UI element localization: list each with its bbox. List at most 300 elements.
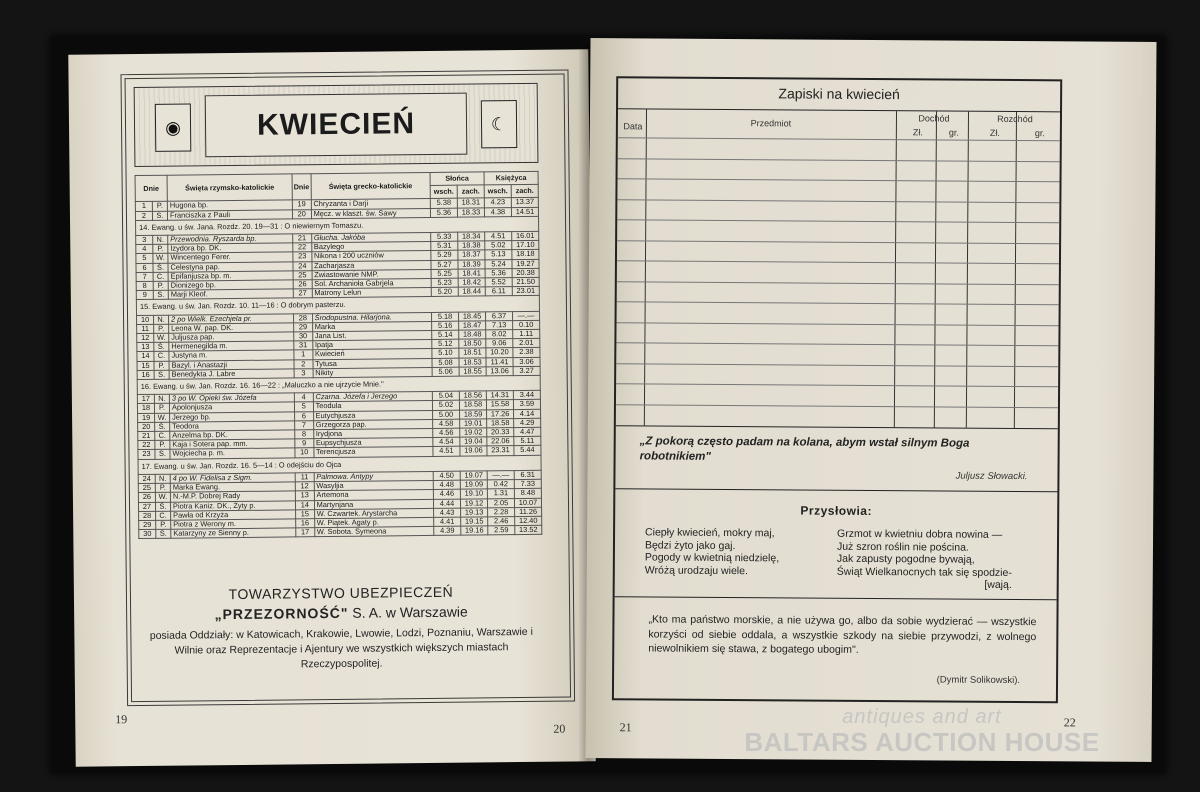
weekday: P.	[155, 440, 170, 449]
sunset: 18.44	[458, 287, 485, 296]
col-roman: Święta rzymsko-katolickie	[167, 174, 292, 202]
greek-day: 20	[292, 209, 311, 218]
moonrise: 5.52	[485, 278, 512, 287]
notes-frame	[612, 76, 1062, 703]
weekday: P.	[156, 520, 171, 529]
weekday: P.	[155, 483, 170, 492]
col-moon-set: zach.	[511, 185, 538, 198]
greek-saint: Chryzanta i Darji	[311, 199, 431, 209]
sunset: 19.10	[460, 489, 487, 498]
sun-ornament-icon: ◉	[155, 103, 192, 151]
moonset: 18.18	[512, 250, 539, 259]
greek-saint: Męcz. w klaszt. św. Sawy	[311, 208, 431, 218]
day-number: 11	[137, 324, 154, 333]
greek-saint: Czarna. Józefa i Jerzego	[313, 392, 433, 402]
sunset: 19.12	[460, 498, 487, 507]
sunset: 19.01	[460, 419, 487, 428]
moonset: 11.26	[515, 507, 542, 516]
moonrise: 5.02	[485, 241, 512, 250]
col-expense-zl: Zł.	[989, 127, 1000, 138]
moonrise: 1.31	[487, 489, 514, 498]
roman-saint: Jerzego bp.	[170, 412, 295, 423]
col-income-zl: Zł.	[912, 127, 923, 138]
weekday: S.	[155, 450, 170, 459]
proverb-line: Świąt Wielkanocnych tak się spodzie-	[836, 565, 1012, 579]
roman-saint: Benedykta J. Labre	[169, 369, 294, 380]
quote-slowacki: „Z pokorą często padam na kolana, abym wstał silnym Boga robotnikiem"	[639, 435, 970, 463]
grid-row-line	[616, 383, 1058, 387]
greek-saint: Palmowa. Antypy	[314, 471, 434, 481]
greek-day: 19	[292, 200, 311, 209]
day-number: 10	[137, 315, 154, 324]
sunset: 18.53	[459, 358, 486, 367]
ad-line3: posiada Oddziały: w Katowicach, Krakowie, Lwowie, Lodzi, Poznaniu, Warszawie i Wilnie oraz Reprezentacje i Ajentury we wszystkich większych miastach Rzeczypospolitej.	[149, 625, 533, 671]
sunset: 18.59	[460, 410, 487, 419]
grid-column-line	[644, 109, 647, 425]
grid-row-line	[617, 260, 1059, 264]
greek-day: 23	[293, 252, 312, 261]
col-sun: Słońca	[430, 172, 484, 186]
roman-saint: 3 po W. Opieki św. Józefa	[169, 393, 294, 404]
moonrise: 13.06	[486, 366, 513, 375]
greek-day: 27	[293, 289, 312, 298]
sunrise: 4.48	[433, 480, 460, 489]
weekday: C.	[155, 431, 170, 440]
greek-day: 10	[295, 448, 314, 457]
proverb-line: Już szron roślin nie pościna.	[836, 540, 969, 554]
roman-saint: Leona W. pap. DK.	[169, 323, 294, 334]
moonset: 19.27	[512, 259, 539, 268]
sunset: 19.07	[460, 471, 487, 480]
day-number: 22	[138, 441, 155, 450]
greek-saint: Środopustna. Hilarjona.	[312, 312, 432, 322]
grid-row-line	[617, 240, 1059, 244]
moonrise: 2.46	[488, 516, 515, 525]
sunset: 19.02	[460, 428, 487, 437]
roman-saint: 4 po W. Fidelisa z Sigm.	[170, 473, 295, 484]
roman-saint: Juljusza pap.	[169, 332, 294, 343]
roman-saint: Wincentego Ferer.	[168, 252, 293, 263]
roman-saint: Apolonjusza	[169, 402, 294, 413]
moonrise: 15.58	[486, 400, 513, 409]
day-number: 13	[137, 343, 154, 352]
roman-saint: Bazyl. i Anastazji	[169, 360, 294, 371]
weekday: Ś.	[155, 422, 170, 431]
sunset: 19.15	[461, 517, 488, 526]
day-number: 30	[139, 529, 156, 538]
greek-saint: Artemona	[314, 490, 434, 500]
sunset: 18.58	[459, 400, 486, 409]
sunrise: 5.36	[430, 208, 457, 217]
sunset: 18.34	[458, 232, 485, 241]
weekday: W.	[155, 413, 170, 422]
quote-slowacki-author: Juljusz Słowacki.	[955, 470, 1028, 483]
greek-day: 2	[294, 359, 313, 368]
page-number-20: 20	[553, 721, 566, 736]
moonset: 3.44	[513, 391, 540, 400]
greek-day: 15	[296, 509, 315, 518]
sunrise: 4.51	[433, 447, 460, 456]
roman-saint: Anzelma bp. DK.	[170, 430, 295, 441]
sunset: 18.31	[457, 198, 484, 207]
moonrise: 2.28	[488, 507, 515, 516]
grid-row-line	[617, 301, 1059, 305]
grid-column-line	[1014, 112, 1017, 428]
greek-day: 5	[294, 402, 313, 411]
moonrise: 0.42	[487, 480, 514, 489]
grid-column-line	[966, 112, 969, 428]
day-number: 20	[138, 422, 155, 431]
weekday: P.	[154, 404, 169, 413]
sunset: 18.51	[459, 348, 486, 357]
sunrise: 5.06	[432, 367, 459, 376]
weekday: N.	[153, 235, 168, 244]
weekday: P.	[153, 281, 168, 290]
moonrise: 6.37	[485, 311, 512, 320]
grid-column-line	[894, 111, 897, 427]
weekday: P.	[153, 244, 168, 253]
proverb-line: Będzi żyto jako gaj.	[644, 538, 736, 552]
proverb-line: Jak zapusty pogodne bywają,	[836, 552, 975, 566]
grid-row-line	[618, 178, 1060, 182]
moonrise: 10.20	[486, 348, 513, 357]
greek-saint: Tytusa	[313, 358, 433, 368]
roman-saint: Hermenegilda m.	[169, 341, 294, 352]
sunrise: 5.38	[430, 199, 457, 208]
moonrise: 4.23	[484, 198, 511, 207]
greek-day: 1	[294, 350, 313, 359]
proverb-line: Pogody w kwietnią niedzielę,	[644, 551, 780, 565]
grid-row-line	[616, 404, 1058, 408]
sunrise: 5.02	[432, 401, 459, 410]
grid-row-line	[617, 199, 1059, 203]
greek-saint: W. Czwartek. Arystarcha	[314, 508, 434, 518]
gospel-note: 14. Ewang. u św. Jana. Rozdz. 20. 19—31 : O niewiernym Tomaszu.	[136, 216, 539, 235]
weekday: S.	[152, 211, 167, 220]
sunset: 18.56	[459, 391, 486, 400]
sunrise: 5.16	[432, 321, 459, 330]
grid-row-line	[616, 363, 1058, 367]
greek-day: 24	[293, 261, 312, 270]
day-number: 24	[138, 474, 155, 483]
weekday: W.	[154, 333, 169, 342]
col-greek: Święta grecko-katolickie	[311, 172, 431, 200]
proverbs-right	[837, 528, 1013, 592]
weekday: S.	[153, 290, 168, 299]
page-number-22: 22	[1063, 715, 1076, 730]
day-number: 23	[138, 450, 155, 459]
moonrise: 22.06	[487, 437, 514, 446]
sunset: 19.13	[461, 508, 488, 517]
moonrise: 14.31	[486, 391, 513, 400]
sunset: 18.37	[458, 250, 485, 259]
sunrise: 5.25	[431, 269, 458, 278]
greek-day: 4	[294, 393, 313, 402]
greek-saint: Zwiastowanie NMP.	[312, 269, 432, 279]
sunset: 18.50	[459, 339, 486, 348]
moonset: 3.27	[513, 366, 540, 375]
greek-day: 13	[295, 491, 314, 500]
moonset: 20.38	[512, 268, 539, 277]
moonset: 5.44	[514, 446, 541, 455]
right-page	[585, 38, 1156, 762]
greek-saint: Terencjusza	[313, 447, 433, 457]
weekday: W.	[153, 254, 168, 263]
moonrise: 6.11	[485, 287, 512, 296]
greek-day: 7	[295, 421, 314, 430]
moonrise: 11.41	[486, 357, 513, 366]
sunset: 18.39	[458, 260, 485, 269]
col-sun-rise: wsch.	[430, 185, 457, 198]
moonrise: 5.36	[485, 268, 512, 277]
weekday: N.	[154, 394, 169, 403]
moonrise: 18.58	[487, 418, 514, 427]
col-date: Data	[623, 121, 643, 132]
month-title: KWIECIEŃ	[256, 107, 416, 142]
gospel-note: 15. Ewang. u św. Jan. Rozdz. 10. 11—16 : O dobrym pasterzu.	[136, 296, 539, 315]
moonset: 21.50	[512, 277, 539, 286]
gospel-note: 17. Ewang. u św. Jan. Rozdz. 16. 5—14 : O odejściu do Ojca	[138, 455, 541, 474]
col-moon-rise: wsch.	[484, 185, 511, 198]
sunrise: 4.50	[433, 471, 460, 480]
roman-saint: Piotra Kaniz. DK., Żyty p.	[170, 500, 295, 511]
sunrise: 5.10	[432, 349, 459, 358]
moonrise: 2.05	[487, 498, 514, 507]
moonset: —.—	[512, 311, 539, 320]
proverb-line: Wróżą urodzaju wiele.	[644, 563, 748, 577]
weekday: W.	[155, 492, 170, 501]
greek-saint: Ipatja	[312, 340, 432, 350]
day-number: 27	[138, 502, 155, 511]
ad-line2	[139, 603, 543, 623]
moonrise: 23.31	[487, 446, 514, 455]
grid-row-line	[617, 322, 1059, 326]
weekday: P.	[152, 202, 167, 211]
day-number: 17	[137, 395, 154, 404]
greek-day: 16	[296, 519, 315, 528]
moonset: 8.48	[514, 489, 541, 498]
sunset: 18.33	[457, 208, 484, 217]
sunrise: 4.54	[433, 437, 460, 446]
roman-saint: Kaja i Sotera pap. mm.	[170, 439, 295, 450]
greek-day: 28	[294, 313, 313, 322]
greek-day: 12	[295, 482, 314, 491]
greek-saint: Bazylego	[311, 242, 431, 252]
sunset: 18.42	[458, 278, 485, 287]
sunset: 19.09	[460, 480, 487, 489]
col-income: Dochód	[918, 113, 950, 124]
roman-saint: Teodora	[170, 421, 295, 432]
moonset: 2.38	[513, 348, 540, 357]
roman-saint: Epifanjusza bp. m.	[168, 271, 293, 282]
greek-saint: W. Piątek. Agaty p.	[314, 517, 434, 527]
sunset: 18.47	[459, 321, 486, 330]
greek-day: 22	[293, 243, 312, 252]
day-number: 7	[136, 272, 153, 281]
greek-saint: W. Sobota. Symeona	[314, 527, 434, 537]
weekday: S.	[154, 370, 169, 379]
moonset: 4.47	[514, 427, 541, 436]
sunset: 18.41	[458, 269, 485, 278]
greek-saint: Głucha. Jakóba	[311, 232, 431, 242]
sunrise: 5.04	[432, 391, 459, 400]
greek-day: 29	[294, 323, 313, 332]
day-number: 16	[137, 370, 154, 379]
day-number: 9	[136, 291, 153, 300]
moonset: 16.01	[512, 231, 539, 240]
greek-saint: Sol. Archanioła Gabrjela	[312, 278, 432, 288]
moonset: 5.11	[514, 437, 541, 446]
weekday: Ś.	[154, 342, 169, 351]
greek-saint: Kwiecień	[312, 349, 432, 359]
greek-saint: Matrony Lelun	[312, 288, 432, 298]
grid-row-line	[618, 158, 1060, 162]
roman-saint: Piotra z Werony m.	[171, 519, 296, 530]
day-number: 28	[139, 511, 156, 520]
proverbs-title: Przysłowia:	[800, 503, 873, 519]
weekday: N.	[154, 315, 169, 324]
moonset: 6.31	[514, 470, 541, 479]
weekday: P.	[154, 361, 169, 370]
greek-day: 6	[295, 411, 314, 420]
greek-saint: Wasyljia	[314, 481, 434, 491]
moon-ornament-icon: ☾	[481, 100, 518, 148]
sunrise: 4.43	[434, 508, 461, 517]
watermark-line1: antiques and art	[842, 706, 1002, 728]
sunrise: 5.18	[432, 312, 459, 321]
calendar-table	[135, 171, 543, 540]
grid-column-line	[934, 111, 937, 427]
roman-saint: Izydora bp. DK.	[168, 243, 293, 254]
col-expense: Rozchód	[997, 113, 1033, 125]
moonset: 12.40	[515, 516, 542, 525]
sunset: 19.16	[461, 526, 488, 535]
moonset: 0.10	[513, 320, 540, 329]
sunset: 18.48	[459, 330, 486, 339]
roman-saint: Pawła od Krzyża	[171, 510, 296, 521]
moonrise: 4.38	[484, 207, 511, 216]
roman-saint: Justyna m.	[169, 350, 294, 361]
separator-2	[615, 596, 1057, 600]
greek-saint: Marka	[312, 321, 432, 331]
moonset: 2.01	[513, 339, 540, 348]
roman-saint: Marka Ewang.	[170, 482, 295, 493]
greek-day: 9	[295, 439, 314, 448]
quote-solikowski: „Kto ma państwo morskie, a nie używa go, albo da sobie wydzierać — wszystkie korzyści od siebie oddala, a wszystkie szkody na siebie przywodzi, z wolnego niewolnikiem się stawa, z bogatego ubogim".	[648, 613, 1037, 656]
roman-saint: Katarzyny ze Sienny p.	[171, 528, 296, 539]
roman-saint: Marji Kleof.	[168, 289, 293, 300]
day-number: 21	[138, 431, 155, 440]
day-number: 18	[137, 404, 154, 413]
greek-day: 3	[294, 369, 313, 378]
sunrise: 4.44	[433, 499, 460, 508]
day-number: 15	[137, 361, 154, 370]
sunrise: 5.14	[432, 330, 459, 339]
moonset: 4.29	[514, 418, 541, 427]
sunrise: 5.27	[431, 260, 458, 269]
sunrise: 5.12	[432, 339, 459, 348]
greek-day: 17	[296, 528, 315, 537]
grid-row-line	[617, 219, 1059, 223]
moonrise: 20.33	[487, 428, 514, 437]
calendar-frame	[120, 70, 575, 707]
auction-watermark	[722, 706, 1122, 758]
greek-saint: Jana List.	[312, 330, 432, 340]
col-sun-set: zach.	[457, 185, 484, 198]
day-number: 3	[136, 235, 153, 244]
moonset: 23.01	[512, 287, 539, 296]
greek-saint: Eupsychjusza	[313, 438, 433, 448]
notes-grid	[616, 108, 1060, 429]
day-number: 12	[137, 333, 154, 342]
day-number: 6	[136, 263, 153, 272]
left-page	[68, 49, 595, 766]
sunset: 19.06	[460, 446, 487, 455]
proverb-line: [wają.	[984, 578, 1012, 591]
sunrise: 5.20	[431, 287, 458, 296]
col-days: Dnie	[135, 175, 167, 202]
greek-saint: Irydjona	[313, 429, 433, 439]
grid-row-line	[616, 342, 1058, 346]
moonset: 10.07	[514, 498, 541, 507]
weekday: Ś.	[155, 502, 170, 511]
proverb-line: Grzmot w kwietniu dobra nowina —	[837, 527, 1003, 541]
grid-row-line	[617, 281, 1059, 285]
day-number: 19	[138, 413, 155, 422]
greek-day: 31	[294, 341, 313, 350]
moonset: 1.11	[513, 329, 540, 338]
separator-1	[615, 488, 1057, 492]
sunrise: 4.41	[434, 517, 461, 526]
day-number: 14	[137, 352, 154, 361]
proverb-line: Ciepły kwiecień, mokry maj,	[645, 526, 775, 540]
moonrise: 8.02	[486, 330, 513, 339]
sunrise: 4.39	[434, 526, 461, 535]
greek-day: 14	[295, 500, 314, 509]
page-number-21: 21	[619, 720, 632, 735]
col-income-gr: gr.	[948, 127, 959, 138]
moonrise: —.—	[487, 470, 514, 479]
weekday: S.	[156, 529, 171, 538]
moonset: 7.33	[514, 479, 541, 488]
sunrise: 5.33	[431, 232, 458, 241]
day-number: 26	[138, 493, 155, 502]
roman-saint: Celestyna pap.	[168, 262, 293, 273]
roman-saint: Dionizego bp.	[168, 280, 293, 291]
page-number-19: 19	[115, 712, 128, 727]
moonset: 4.14	[514, 409, 541, 418]
moonrise: 5.24	[485, 259, 512, 268]
weekday: N.	[155, 474, 170, 483]
weekday: P.	[154, 324, 169, 333]
sunrise: 5.08	[432, 358, 459, 367]
greek-day: 11	[295, 473, 314, 482]
col-days2: Dnie	[292, 174, 311, 201]
sunrise: 5.29	[431, 251, 458, 260]
roman-saint: 2 po Wielk. Ezechjela pr.	[169, 314, 294, 325]
moonrise: 5.13	[485, 250, 512, 259]
col-expense-gr: gr.	[1034, 128, 1045, 139]
weekday: C.	[156, 511, 171, 520]
sunrise: 4.58	[433, 419, 460, 428]
greek-saint: Grzegorza pap.	[313, 419, 433, 429]
moonset: 3.06	[513, 357, 540, 366]
day-number: 29	[139, 520, 156, 529]
weekday: Ś.	[153, 263, 168, 272]
ad-company-suffix: S. A. w Warszawie	[352, 603, 468, 621]
greek-saint: Zacharjasza	[312, 260, 432, 270]
sunrise: 4.56	[433, 428, 460, 437]
